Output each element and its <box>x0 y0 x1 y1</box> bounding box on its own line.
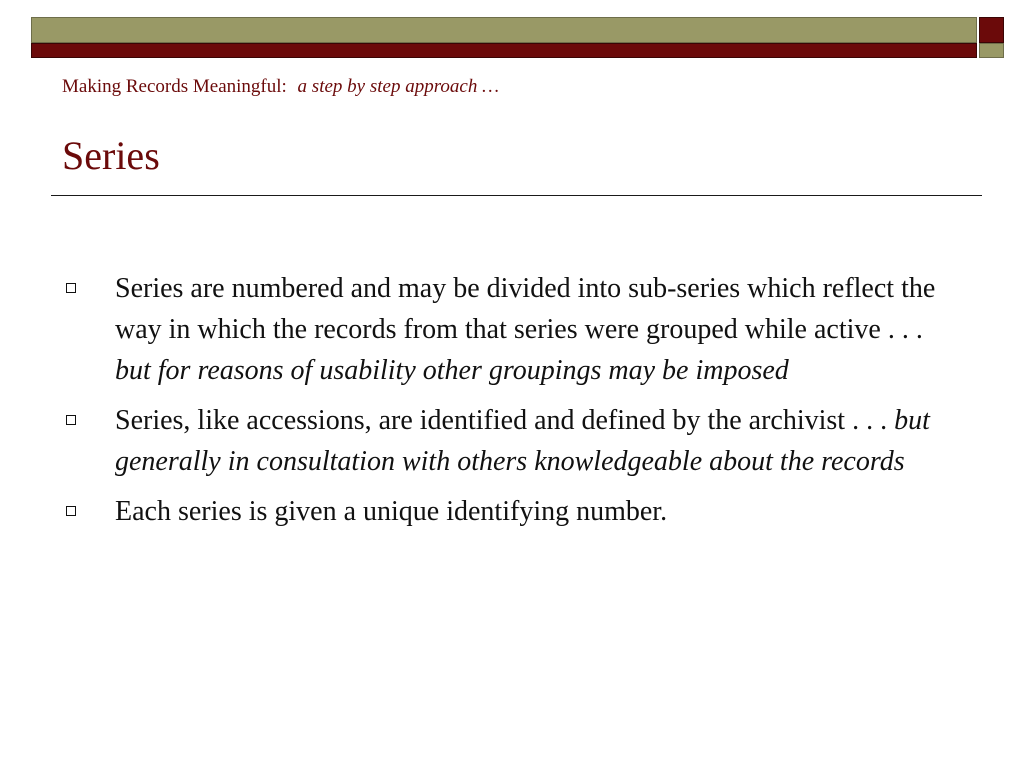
header-square-maroon <box>979 17 1004 43</box>
slide-subtitle <box>62 76 499 98</box>
header-square-olive <box>979 43 1004 58</box>
title-divider <box>51 195 982 196</box>
subtitle-main: Making Records Meaningful: <box>62 76 287 97</box>
bullet-item <box>62 268 942 391</box>
hollow-square-bullet-icon <box>66 283 76 293</box>
bullet-italic-text: but generally in consultation with others knowledgeable about the records <box>115 405 930 477</box>
bullet-text: Each series is given a unique identifying number. <box>115 496 668 527</box>
hollow-square-bullet-icon <box>66 506 76 516</box>
bullet-italic-text: but for reasons of usability other groupings may be imposed <box>115 355 789 386</box>
bullet-text: Series are numbered and may be divided into sub-series which reflect the way in which the records from that series were grouped while active . . . <box>115 273 936 345</box>
bullet-item <box>62 491 942 532</box>
header-bar-maroon <box>31 43 977 58</box>
hollow-square-bullet-icon <box>66 415 76 425</box>
header-bar-olive <box>31 17 977 43</box>
slide-title: Series <box>62 133 160 178</box>
bullet-item <box>62 400 942 482</box>
bullet-list <box>62 268 942 541</box>
subtitle-italic: a step by step approach … <box>297 76 499 97</box>
bullet-text: Series, like accessions, are identified and defined by the archivist . . . <box>115 405 888 436</box>
